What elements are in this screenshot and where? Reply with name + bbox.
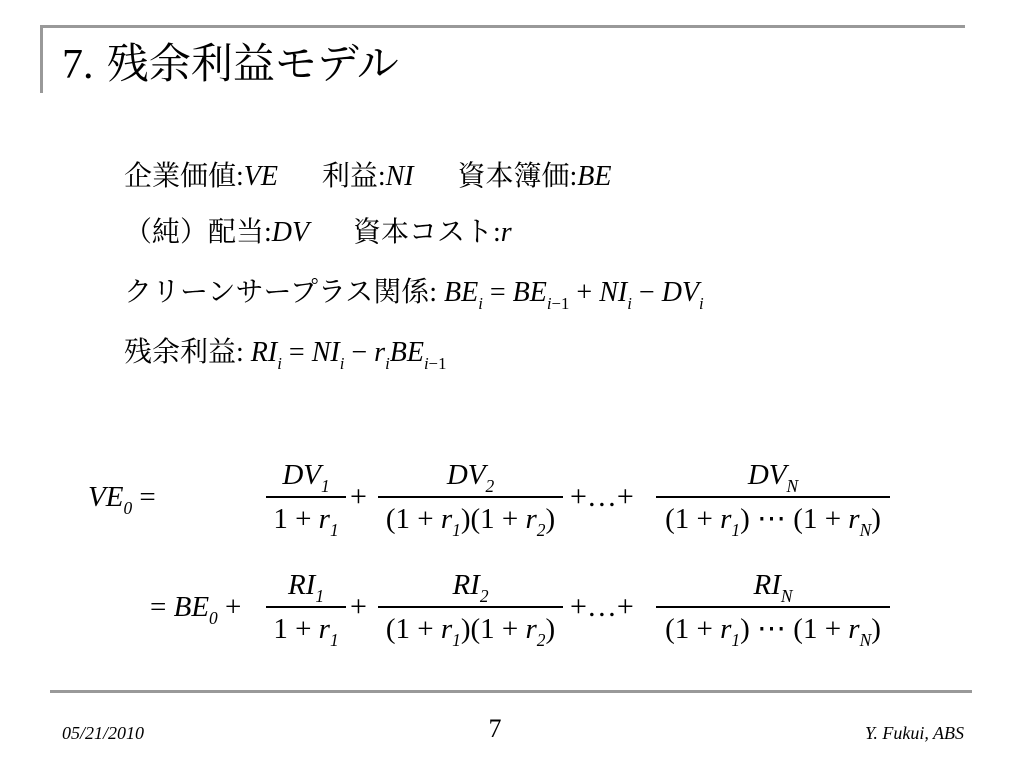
residual-income-formula: : $RI_i = NI_i - r_iBE_{i-1}$: [236, 337, 447, 373]
dv-fraction-1: $DV_1$ $1 + r_1$: [266, 458, 346, 540]
footer-date: 05/21/2010: [62, 723, 145, 743]
colon: :: [569, 161, 578, 192]
definition-line-2: [124, 214, 512, 251]
clean-surplus-formula: : $BE_i = BE_{i-1} + NI_i - DV_i$: [429, 277, 704, 313]
ellipsis-plus: +…+: [570, 590, 634, 623]
ri-fraction-n: $RI_N$ $(1 + r_1)$ ⋯ $(1 + r_N)$: [656, 568, 890, 650]
top-rule: [40, 25, 965, 28]
be0-rhs: = $BE_0$ +: [150, 591, 242, 628]
ve0-lhs: $VE_0$ =: [88, 481, 156, 518]
ri-fraction-1: $RI_1$ $1 + r_1$: [266, 568, 346, 650]
plus-sign: +: [350, 480, 367, 513]
book-value-label: 資本簿価: [457, 159, 570, 192]
dv-fraction-n: $DV_N$ $(1 + r_1)$ ⋯ $(1 + r_N)$: [656, 458, 890, 540]
enterprise-value-symbol: VE: [243, 161, 279, 192]
colon: :: [377, 161, 386, 192]
slide-title: [62, 38, 399, 91]
footer-author: Y. Fukui, ABS: [864, 723, 964, 743]
definition-line-1: [124, 158, 611, 195]
book-value-symbol: BE: [577, 161, 612, 192]
dividend-label: （純）配当: [124, 215, 265, 248]
ellipsis-plus: +…+: [570, 480, 634, 513]
title-text: 残余利益モデル: [106, 39, 399, 88]
dividend-symbol: DV: [271, 217, 310, 248]
dv-fraction-2: $DV_2$ $(1 + r_1)(1 + r_2)$: [378, 458, 563, 540]
colon: :: [236, 161, 244, 192]
cost-of-capital-label: 資本コスト: [352, 215, 493, 248]
cost-of-capital-symbol: r: [500, 217, 512, 248]
plus-sign: +: [350, 590, 367, 623]
colon: :: [492, 217, 501, 248]
title-number: 7.: [62, 42, 94, 88]
residual-income-label: 残余利益: [124, 335, 237, 368]
residual-income-line: [124, 334, 447, 374]
clean-surplus-line: [124, 274, 704, 314]
ri-fraction-2: $RI_2$ $(1 + r_1)(1 + r_2)$: [378, 568, 563, 650]
page-number: 7: [488, 714, 502, 743]
clean-surplus-label: クリーンサープラス関係: [124, 275, 430, 308]
enterprise-value-label: 企業価値: [124, 159, 237, 192]
profit-symbol: NI: [385, 161, 414, 192]
title-accent-bar: [40, 25, 43, 93]
colon: :: [264, 217, 272, 248]
bottom-rule: [50, 690, 972, 693]
profit-label: 利益: [321, 159, 378, 192]
